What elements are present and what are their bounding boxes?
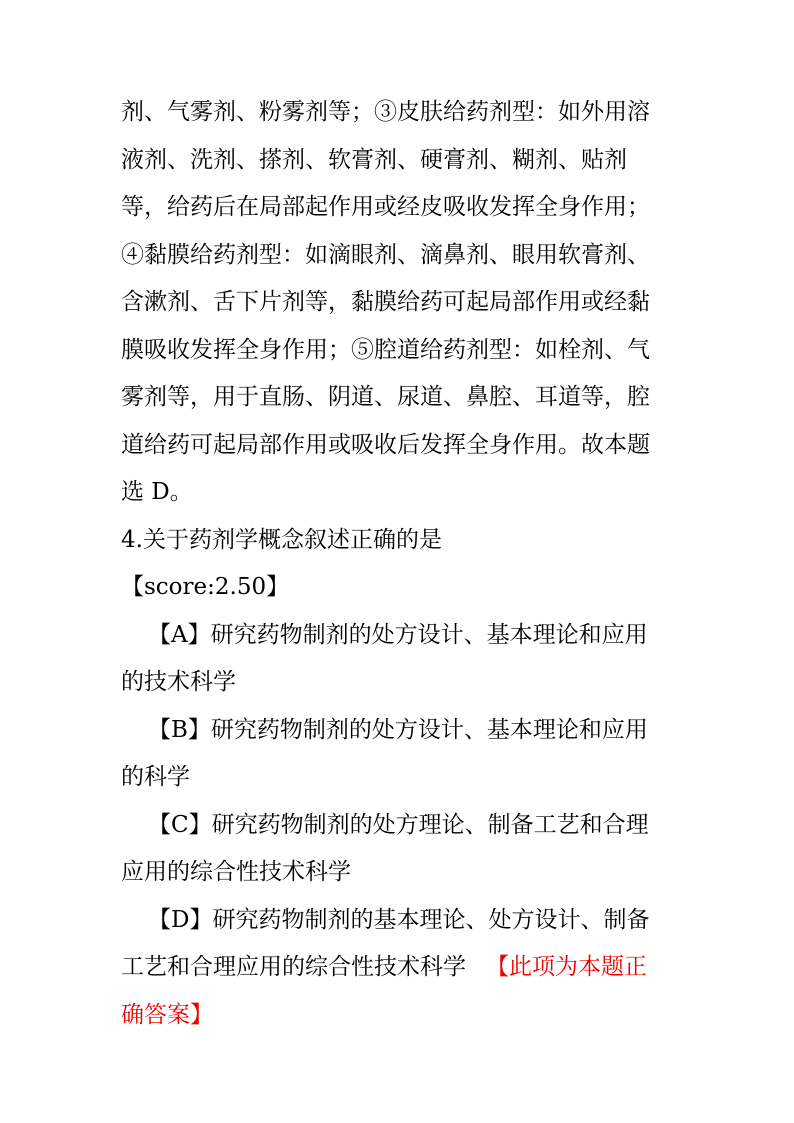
- explanation-line-7: 雾剂等，用于直肠、阴道、尿道、鼻腔、耳道等，腔: [121, 384, 650, 410]
- option-d: [121, 897, 681, 1040]
- option-b-line-2: 的科学: [121, 764, 190, 790]
- explanation-line-6: 膜吸收发挥全身作用；⑤腔道给药剂型：如栓剂、气: [121, 336, 650, 363]
- correct-answer-mark: 【此项为本题正: [486, 954, 647, 980]
- question-stem: [121, 517, 681, 565]
- question-score: [121, 564, 681, 612]
- correct-answer-mark-continued: 确答案】: [121, 1001, 213, 1028]
- option-c-line-1: 【C】研究药物制剂的处方理论、制备工艺和合理: [148, 811, 649, 838]
- option-a-line-1: 【A】研究药物制剂的处方设计、基本理论和应用: [148, 621, 648, 648]
- option-b-line-1: 【B】研究药物制剂的处方设计、基本理论和应用: [148, 716, 648, 743]
- option-d-line-2: [121, 944, 681, 992]
- explanation-line-2: 液剂、洗剂、搽剂、软膏剂、硬膏剂、糊剂、贴剂: [121, 146, 627, 173]
- option-d-line-2-text: 工艺和合理应用的综合性技术科学: [121, 954, 466, 980]
- explanation-line-1: 剂、气雾剂、粉雾剂等；③皮肤给药剂型：如外用溶: [121, 99, 650, 125]
- option-d-line-3: [121, 992, 681, 1040]
- explanation-line-4: ④黏膜给药剂型：如滴眼剂、滴鼻剂、眼用软膏剂、: [121, 241, 650, 268]
- option-b: [121, 707, 681, 802]
- question-stem-text: 4.关于药剂学概念叙述正确的是: [121, 526, 442, 553]
- option-a-line-2: 的技术科学: [121, 669, 236, 695]
- option-a: [121, 612, 681, 707]
- document-body: [121, 89, 681, 1039]
- explanation-line-9: 选 D。: [121, 479, 193, 505]
- option-c: [121, 802, 681, 897]
- score-label: 【score:2.50】: [121, 574, 290, 600]
- explanation-line-3: 等，给药后在局部起作用或经皮吸收发挥全身作用；: [121, 194, 650, 220]
- explanation-paragraph: [121, 89, 681, 517]
- explanation-line-5: 含漱剂、舌下片剂等，黏膜给药可起局部作用或经黏: [121, 289, 650, 315]
- explanation-line-8: 道给药可起局部作用或吸收后发挥全身作用。故本题: [121, 431, 650, 458]
- option-c-line-2: 应用的综合性技术科学: [121, 859, 351, 885]
- option-d-line-1: 【D】研究药物制剂的基本理论、处方设计、制备: [148, 906, 650, 933]
